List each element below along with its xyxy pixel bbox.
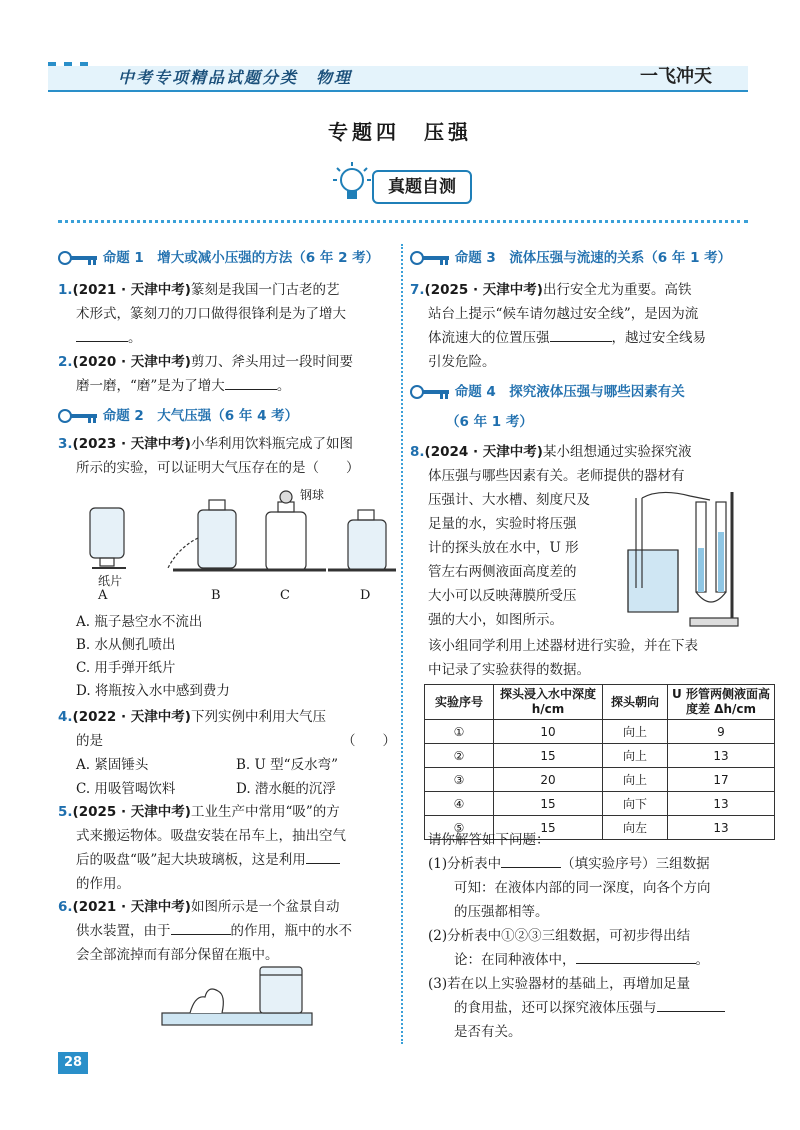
question-4 xyxy=(58,705,396,801)
topic-4-label-2: （6 年 1 考） xyxy=(446,414,533,430)
q8-side-text xyxy=(428,488,628,632)
q8-side-line: 管左右两侧液面高度差的 xyxy=(428,564,577,580)
q3-fig-label-d: D xyxy=(360,588,371,603)
q3-source: (2023 · 天津中考) xyxy=(72,436,191,452)
q7-text-5: 引发危险。 xyxy=(428,354,496,370)
q8-text-4: 中记录了实验获得的数据。 xyxy=(428,662,590,678)
question-8 xyxy=(410,440,750,488)
section-divider xyxy=(58,220,748,223)
q2-text: 剪刀、斧头用过一段时间要 xyxy=(190,354,353,370)
question-7 xyxy=(410,278,750,374)
topic-4-heading xyxy=(410,380,685,400)
table-cell: 15 xyxy=(494,792,603,816)
topic-4-label: 命题 4 探究液体压强与哪些因素有关 xyxy=(454,384,685,400)
q4-option-a[interactable]: A. 紧固锤头 xyxy=(76,757,149,773)
q1-text: 篆刻是我国一门古老的艺 xyxy=(190,282,340,298)
q8-side-line: 计的探头放在水中，U 形 xyxy=(428,540,579,556)
q1-text-3: 。 xyxy=(128,330,142,346)
q8-text-3: 该小组同学利用上述器材进行实验，并在下表 xyxy=(428,638,698,654)
q8-s2-text-3: 。 xyxy=(695,952,709,968)
table-cell: ⑤ xyxy=(425,816,494,840)
q3-figure xyxy=(78,488,398,608)
q8-intro xyxy=(428,634,758,682)
q8-number: 8. xyxy=(410,444,425,460)
q8-s1-text-2: （填实验序号）三组数据 xyxy=(561,856,710,872)
table-cell: 向上 xyxy=(603,720,668,744)
q3-option-b[interactable]: B. 水从侧孔喷出 xyxy=(76,637,176,653)
q5-text-4: 的作用。 xyxy=(76,876,130,892)
q8-s3-text-2: 的食用盐，还可以探究液体压强与 xyxy=(454,1000,657,1016)
q8-s2-text: (2)分析表中①②③三组数据，可初步得出结 xyxy=(428,928,691,944)
table-cell: 15 xyxy=(494,744,603,768)
q1-answer-blank[interactable] xyxy=(76,327,128,342)
q7-answer-blank[interactable] xyxy=(550,327,612,342)
q8-s1-text-3: 可知：在液体内部的同一深度，向各个方向 xyxy=(454,880,711,896)
topic-3-heading xyxy=(410,246,731,266)
q4-option-b[interactable]: B. U 型“反水弯” xyxy=(236,757,338,773)
topic-3-label: 命题 3 流体压强与流速的关系（6 年 1 考） xyxy=(454,250,732,266)
table-cell: 向上 xyxy=(603,768,668,792)
q1-number: 1. xyxy=(58,282,73,298)
table-header: U 形管两侧液面高度差 Δh/cm xyxy=(668,685,775,720)
q4-text-2: 的是 xyxy=(76,733,103,749)
q6-text-2: 供水装置，由于 xyxy=(76,923,171,939)
q5-text: 工业生产中常用“吸”的方 xyxy=(190,804,340,820)
q2-answer-blank[interactable] xyxy=(225,375,277,390)
question-5 xyxy=(58,800,396,896)
q8-source: (2024 · 天津中考) xyxy=(424,444,543,460)
q8-text-2: 体压强与哪些因素有关。老师提供的器材有 xyxy=(428,468,685,484)
q7-source: (2025 · 天津中考) xyxy=(424,282,543,298)
q3-option-d[interactable]: D. 将瓶按入水中感到费力 xyxy=(76,683,230,699)
question-6 xyxy=(58,895,396,967)
q1-text-2: 术形式，篆刻刀的刀口做得很锋利是为了增大 xyxy=(76,306,346,322)
q2-text-2: 磨一磨，“磨”是为了增大 xyxy=(76,378,225,394)
q4-source: (2022 · 天津中考) xyxy=(72,709,191,725)
topic-1-heading xyxy=(58,246,379,266)
q8-s3-text-3: 是否有关。 xyxy=(454,1024,522,1040)
q3-text-2: 所示的实验，可以证明大气压存在的是（ ） xyxy=(76,460,360,476)
q8-s3-text: (3)若在以上实验器材的基础上，再增加足量 xyxy=(428,976,691,992)
q6-text: 如图所示是一个盆景自动 xyxy=(190,899,340,915)
section-title: 真题自测 xyxy=(372,170,472,204)
q4-option-c[interactable]: C. 用吸管喝饮料 xyxy=(76,781,176,797)
q6-source: (2021 · 天津中考) xyxy=(72,899,191,915)
topic-2-heading xyxy=(58,404,298,424)
q8-data-table xyxy=(424,684,775,840)
table-cell: 向下 xyxy=(603,792,668,816)
question-1 xyxy=(58,278,396,350)
q8-side-line: 大小可以反映薄膜所受压 xyxy=(428,588,577,604)
q6-text-3: 的作用，瓶中的水不 xyxy=(230,923,352,939)
table-cell: 10 xyxy=(494,720,603,744)
header-title: 中考专项精品试题分类 物理 xyxy=(118,68,353,87)
table-cell: 向上 xyxy=(603,744,668,768)
q7-text: 出行安全尤为重要。高铁 xyxy=(542,282,692,298)
table-cell: 13 xyxy=(668,816,775,840)
q8-side-line: 足量的水，实验时将压强 xyxy=(428,516,577,532)
table-cell: 向左 xyxy=(603,816,668,840)
q7-text-2: 站台上提示“候车请勿越过安全线”，是因为流 xyxy=(428,306,699,322)
q3-number: 3. xyxy=(58,436,73,452)
table-header: 实验序号 xyxy=(425,685,494,720)
topic-1-label: 命题 1 增大或减小压强的方法（6 年 2 考） xyxy=(102,250,380,266)
key-icon xyxy=(410,250,450,266)
table-cell: ③ xyxy=(425,768,494,792)
q3-fig-label-c: C xyxy=(280,588,290,603)
chapter-title: 专题四 压强 xyxy=(328,120,472,144)
brand-logo: 一飞冲天 xyxy=(640,66,712,87)
key-icon xyxy=(410,384,450,400)
table-cell: 13 xyxy=(668,792,775,816)
table-cell: ② xyxy=(425,744,494,768)
table-row xyxy=(425,792,775,816)
q8-figure xyxy=(620,488,750,633)
q3-fig-label-a: A xyxy=(98,588,108,603)
q8-s1-text-4: 的压强都相等。 xyxy=(454,904,549,920)
q7-number: 7. xyxy=(410,282,425,298)
q5-source: (2025 · 天津中考) xyxy=(72,804,191,820)
q2-text-3: 。 xyxy=(276,378,291,394)
q8-side-line: 压强计、大水槽、刻度尺及 xyxy=(428,492,590,508)
table-row xyxy=(425,720,775,744)
table-cell: 9 xyxy=(668,720,775,744)
q4-text: 下列实例中利用大气压 xyxy=(190,709,326,725)
table-cell: 15 xyxy=(494,816,603,840)
q8-side-line: 强的大小，如图所示。 xyxy=(428,612,563,628)
q3-fig-paper-label: 纸片 xyxy=(98,574,123,588)
q8-s3-blank[interactable] xyxy=(657,997,725,1012)
q3-option-a[interactable]: A. 瓶子悬空水不流出 xyxy=(76,614,203,630)
q4-answer-paren[interactable]: （ ） xyxy=(342,733,396,749)
q6-text-4: 会全部流掉而有部分保留在瓶中。 xyxy=(76,947,279,963)
q6-figure xyxy=(160,965,320,1030)
page-number: 28 xyxy=(58,1052,88,1074)
q3-options xyxy=(76,611,230,703)
q6-answer-blank[interactable] xyxy=(171,920,231,935)
q2-number: 2. xyxy=(58,354,73,370)
q7-text-4: ，越过安全线易 xyxy=(611,330,706,346)
q5-text-2: 式来搬运物体。吸盘安装在吊车上，抽出空气 xyxy=(76,828,346,844)
q8-subquestions xyxy=(428,828,758,1044)
q6-number: 6. xyxy=(58,899,73,915)
q3-option-c[interactable]: C. 用手弹开纸片 xyxy=(76,660,176,676)
q8-s1-text: (1)分析表中 xyxy=(428,856,502,872)
table-cell: 13 xyxy=(668,744,775,768)
q8-s2-text-2: 论：在同种液体中， xyxy=(454,952,576,968)
table-cell: ④ xyxy=(425,792,494,816)
q8-s1-blank[interactable] xyxy=(501,853,561,868)
q2-source: (2020 · 天津中考) xyxy=(72,354,191,370)
table-header: 探头朝向 xyxy=(603,685,668,720)
question-2 xyxy=(58,350,396,398)
lightbulb-icon xyxy=(332,160,372,210)
q8-s2-blank[interactable] xyxy=(576,949,696,964)
q5-answer-blank[interactable] xyxy=(306,849,340,864)
key-icon xyxy=(58,250,98,266)
q3-text: 小华利用饮料瓶完成了如图 xyxy=(190,436,353,452)
topic-2-label: 命题 2 大气压强（6 年 4 考） xyxy=(102,408,299,424)
key-icon xyxy=(58,408,98,424)
q3-fig-label-b: B xyxy=(211,588,221,603)
q4-number: 4. xyxy=(58,709,73,725)
table-row xyxy=(425,768,775,792)
q5-text-3: 后的吸盘“吸”起大块玻璃板，这是利用 xyxy=(76,852,306,868)
q4-option-d[interactable]: D. 潜水艇的沉浮 xyxy=(236,781,336,797)
q8-text: 某小组想通过实验探究液 xyxy=(542,444,692,460)
q5-number: 5. xyxy=(58,804,73,820)
column-divider xyxy=(401,244,403,1044)
table-cell: ① xyxy=(425,720,494,744)
table-row xyxy=(425,744,775,768)
q3-fig-ball-label: 钢球 xyxy=(300,488,325,502)
q7-text-3: 体流速大的位置压强 xyxy=(428,330,550,346)
question-3 xyxy=(58,432,396,480)
table-cell: 20 xyxy=(494,768,603,792)
table-cell: 17 xyxy=(668,768,775,792)
q1-source: (2021 · 天津中考) xyxy=(72,282,191,298)
table-header: 探头浸入水中深度 h/cm xyxy=(494,685,603,720)
q8-ask: 请你解答如下问题： xyxy=(428,832,550,848)
